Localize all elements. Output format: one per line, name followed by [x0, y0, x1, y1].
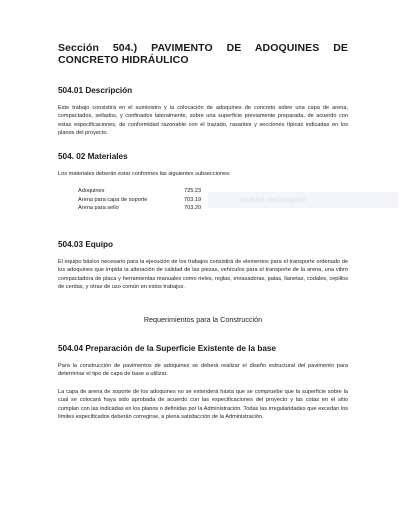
materiales-table [78, 187, 224, 213]
material-code: 725.23 [184, 188, 202, 194]
materiales-heading: 504. 02 Materiales [58, 152, 128, 161]
materiales-row [78, 204, 224, 213]
equipo-heading: 504.03 Equipo [58, 240, 114, 249]
overlay-watermark: cuadro rectangular [208, 192, 398, 208]
materiales-intro: Los materiales deberán estar conformes las siguientes subsecciones: [58, 171, 231, 177]
preparacion-text-1: Para la construcción de pavimentos de adoquines se deberá realizar el diseño estructural del pavimento para determinar el tipo de capa de base a utilizar. [58, 363, 348, 378]
preparacion-text-2: La capa de arena de soporte de los adoquines no se extenderá hasta que se compruebe que la superficie sobre la cual se colocará haya sido aprobada de acuerdo con las especificaciones del proyecto y las cotas en el sitio cumplan con las indicadas en los planos o definidas por la Administración. Todas las irregularidades que excedan los límites especificados deberán corregirse, a plena satisfacción de la Administración. [58, 389, 348, 421]
material-name: Adoquines [78, 188, 105, 194]
materiales-row [78, 196, 224, 205]
material-code: 703.20 [184, 205, 202, 211]
material-name: Arena para sello [78, 205, 119, 211]
equipo-text: El equipo básico necesario para la ejecución de los trabajos consistirá de elementos para el transporte ordenado de los adoquines que impida la alteración de calidad de las piezas, vehículos para el transporte de la arena, una vibro compactadora de placa y herramientas manuales como rieles, reglas, enrasadoras, palas, llanetas, codales, cepillos de cerdas, y otras de uso común en estos trabajos. [58, 259, 348, 291]
descripcion-text: Este trabajo consistirá en el suministro y la colocación de adoquines de concreto sobre una capa de arena, compactados, sellados, y confinados lateralmente, sobre una superficie previamente preparada, de acuerdo con estas especificaciones, de conformidad razonable con el trazado, rasantes y secciones típicas indicadas en los planos del proyecto. [58, 105, 348, 137]
materiales-row [78, 187, 224, 196]
descripcion-heading: 504.01 Descripción [58, 86, 133, 95]
section-title: Sección 504.) PAVIMENTO DE ADOQUINES DE CONCRETO HIDRÁULICO [58, 42, 348, 66]
requerimientos-heading: Requerimientos para la Construcción [143, 315, 263, 324]
material-name: Arena para capa de soporte [78, 196, 148, 203]
preparacion-heading: 504.04 Preparación de la Superficie Existente de la base [58, 344, 276, 353]
material-code: 703.19 [184, 196, 202, 203]
